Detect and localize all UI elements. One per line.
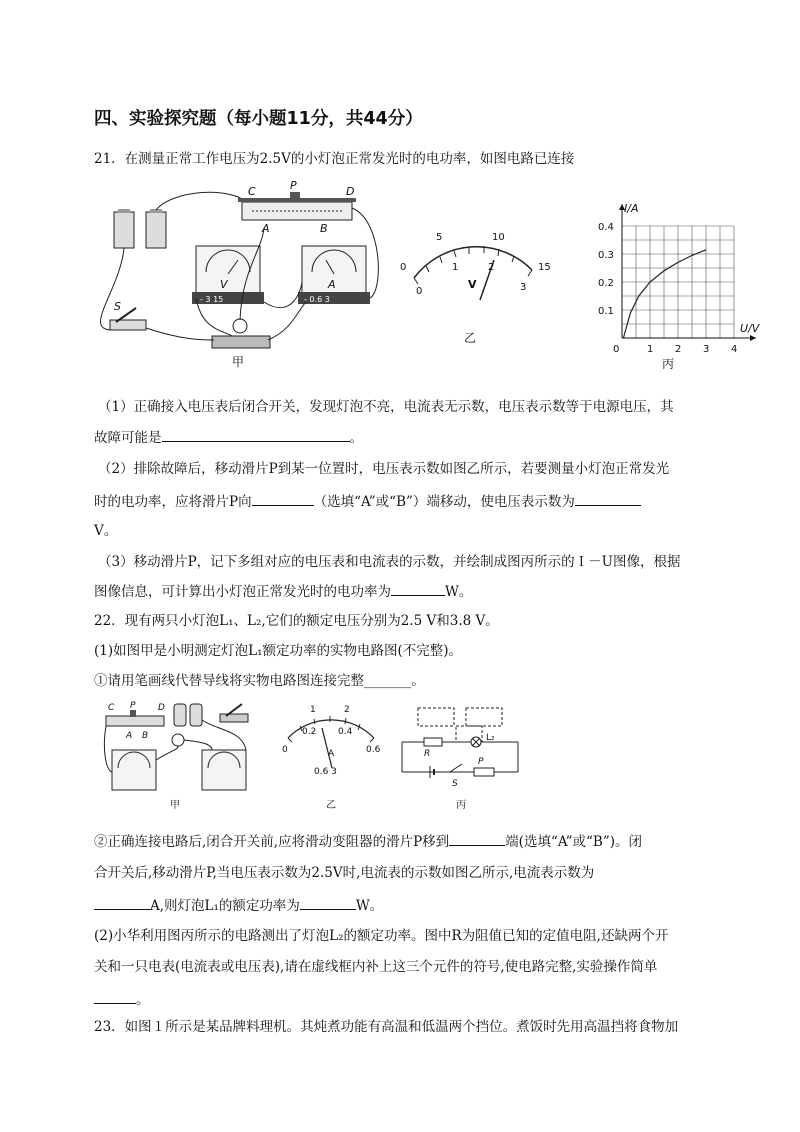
q22-fig-bing (400, 706, 524, 810)
bing2-L2: L₂ (486, 733, 495, 743)
y-tick-label: 0.3 (598, 250, 614, 261)
q21-p3-line2: 图像信息，可计算出小灯泡正常发光时的电功率为 W。 (94, 584, 473, 600)
q21-fig-bing-chart (590, 200, 770, 375)
bing-caption: 丙 (662, 357, 675, 371)
y-tick-label: 0.4 (598, 222, 614, 233)
yi-v-bottom-2: 2 (488, 262, 495, 273)
yi2-bottom-3: 0.6 (366, 745, 381, 755)
x-tick-label: 0 (613, 344, 620, 355)
jia-D: D (346, 185, 355, 198)
yi-unit: V (468, 278, 477, 291)
q22-s5: A,则灯泡L₁的额定功率为 W。 (94, 896, 383, 915)
jia2-D: D (158, 703, 165, 713)
q22-blank-3[interactable] (300, 896, 356, 910)
bing2-P: P (478, 757, 484, 767)
q22-s7: 关和一只电表(电流表或电压表),请在虚线框内补上这三个元件的符号,使电路完整,实验操作简单 (94, 959, 658, 975)
q21-blank-4[interactable] (391, 582, 445, 596)
q21-blank-2[interactable] (252, 492, 314, 506)
bing-xlabel: U/V (740, 322, 760, 335)
yi-v-bottom-3: 3 (520, 282, 527, 293)
jia-C: C (248, 185, 256, 198)
yi2-bottom-1: 0.2 (302, 727, 317, 737)
q22-blank-4[interactable] (94, 990, 136, 1004)
y-tick-label: 0.2 (598, 278, 614, 289)
x-arrow (750, 335, 756, 341)
section-title: 四、实验探究题（每小题11分，共44分） (94, 109, 423, 129)
q22-s2: ①请用笔画线代替导线将实物电路图连接完整_______。 (94, 673, 425, 689)
q21-p2-line2: 时的电功率，应将滑片P向 （选填“A”或“B”）端移动，使电压表示数为 (94, 492, 641, 511)
jia-A: A (262, 222, 270, 235)
q22-fig-jia (102, 700, 262, 810)
y-tick-label: 0.1 (598, 306, 614, 317)
q22-blank-1[interactable] (449, 832, 505, 846)
q21-p2-line1: （2）排除故障后，移动滑片P到某一位置时，电压表示数如图乙所示，若要测量小灯泡正常发光 (98, 461, 670, 477)
bing2-R: R (424, 749, 431, 759)
yi-v-zero: 0 (400, 262, 407, 273)
yi2-unit: A (328, 749, 335, 759)
jia-caption: 甲 (232, 355, 245, 369)
jia2-A: A (126, 731, 133, 741)
q21-p1-line1: （1）正确接入电压表后闭合开关，发现灯泡不亮，电流表无示数，电压表示数等于电源电压，其 (98, 399, 674, 415)
q22-fig-yi (282, 702, 382, 811)
q22-s1: (1)如图甲是小明测定灯泡L₁额定功率的实物电路图(不完整)。 (94, 643, 463, 659)
jia-S: S (114, 300, 121, 313)
jia-a-scale: - 0.6 3 (304, 295, 330, 304)
yi2-caption: 乙 (326, 800, 336, 811)
jia2-P: P (130, 701, 136, 711)
q21-p2-line3: V。 (94, 523, 118, 539)
x-tick-label: 4 (731, 344, 738, 355)
q23-stem: 23．如图１所示是某品牌料理机。其炖煮功能有高温和低温两个挡位。煮饭时先用高温挡将食物加 (94, 1019, 679, 1035)
bing2-caption: 丙 (456, 800, 466, 811)
q21-fig-jia (92, 180, 392, 370)
jia-B: B (320, 222, 328, 235)
jia2-C: C (108, 703, 115, 713)
x-tick-label: 2 (675, 344, 682, 355)
jia2-B: B (142, 731, 149, 741)
jia-Am: A (328, 278, 336, 291)
yi2-top-0: 1 (310, 705, 316, 715)
yi-v-bottom-1: 1 (452, 262, 459, 273)
yi-v-bottom-0: 0 (416, 286, 423, 297)
bing2-S: S (452, 779, 458, 789)
x-tick-label: 3 (703, 344, 710, 355)
bing-ylabel: I/A (624, 202, 639, 215)
yi-caption: 乙 (464, 331, 477, 345)
q22-s4: 合开关后,移动滑片P,当电压表示数为2.5V时,电流表的示数如图乙所示,电流表示数为 (94, 865, 595, 881)
q21-fig-yi (396, 226, 556, 346)
jia2-caption: 甲 (170, 800, 180, 811)
yi-v-top-1: 10 (492, 232, 505, 243)
q22-s8: 。 (94, 990, 150, 1009)
q21-stem: 21．在测量正常工作电压为2.5V的小灯泡正常发光时的电功率，如图电路已连接 (94, 151, 575, 167)
yi2-bottom-2: 0.4 (338, 727, 353, 737)
yi2-bottom-0: 0 (282, 745, 288, 755)
yi2-scale: 0.6 3 (314, 767, 337, 777)
q22-s3: ②正确连接电路后,闭合开关前,应将滑动变阻器的滑片P移到 端(选填“A”或“B”)。闭 (94, 834, 642, 850)
jia-V: V (220, 278, 228, 291)
q21-p1-line2: 故障可能是 。 (94, 430, 363, 446)
q22-blank-2[interactable] (94, 896, 150, 910)
jia-v-scale: - 3 15 (200, 295, 224, 304)
q22-s6: (2)小华利用图丙所示的电路测出了灯泡L₂的额定功率。图中R为阻值已知的定值电阻,还缺两个开 (94, 928, 669, 944)
q21-blank-3[interactable] (575, 492, 641, 506)
q22-stem: 22．现有两只小灯泡L₁、L₂,它们的额定电压分别为2.5 V和3.8 V。 (94, 613, 499, 629)
yi2-top-1: 2 (344, 705, 350, 715)
q21-p3-line1: （3）移动滑片P，记下多组对应的电压表和电流表的示数，并绘制成图丙所示的Ｉ－U图像，根据 (98, 554, 681, 570)
yi-v-top-0: 5 (436, 232, 443, 243)
x-tick-label: 1 (647, 344, 654, 355)
jia-P: P (290, 179, 297, 192)
q21-blank-1[interactable] (162, 428, 350, 442)
yi-v-top-2: 15 (538, 262, 551, 273)
